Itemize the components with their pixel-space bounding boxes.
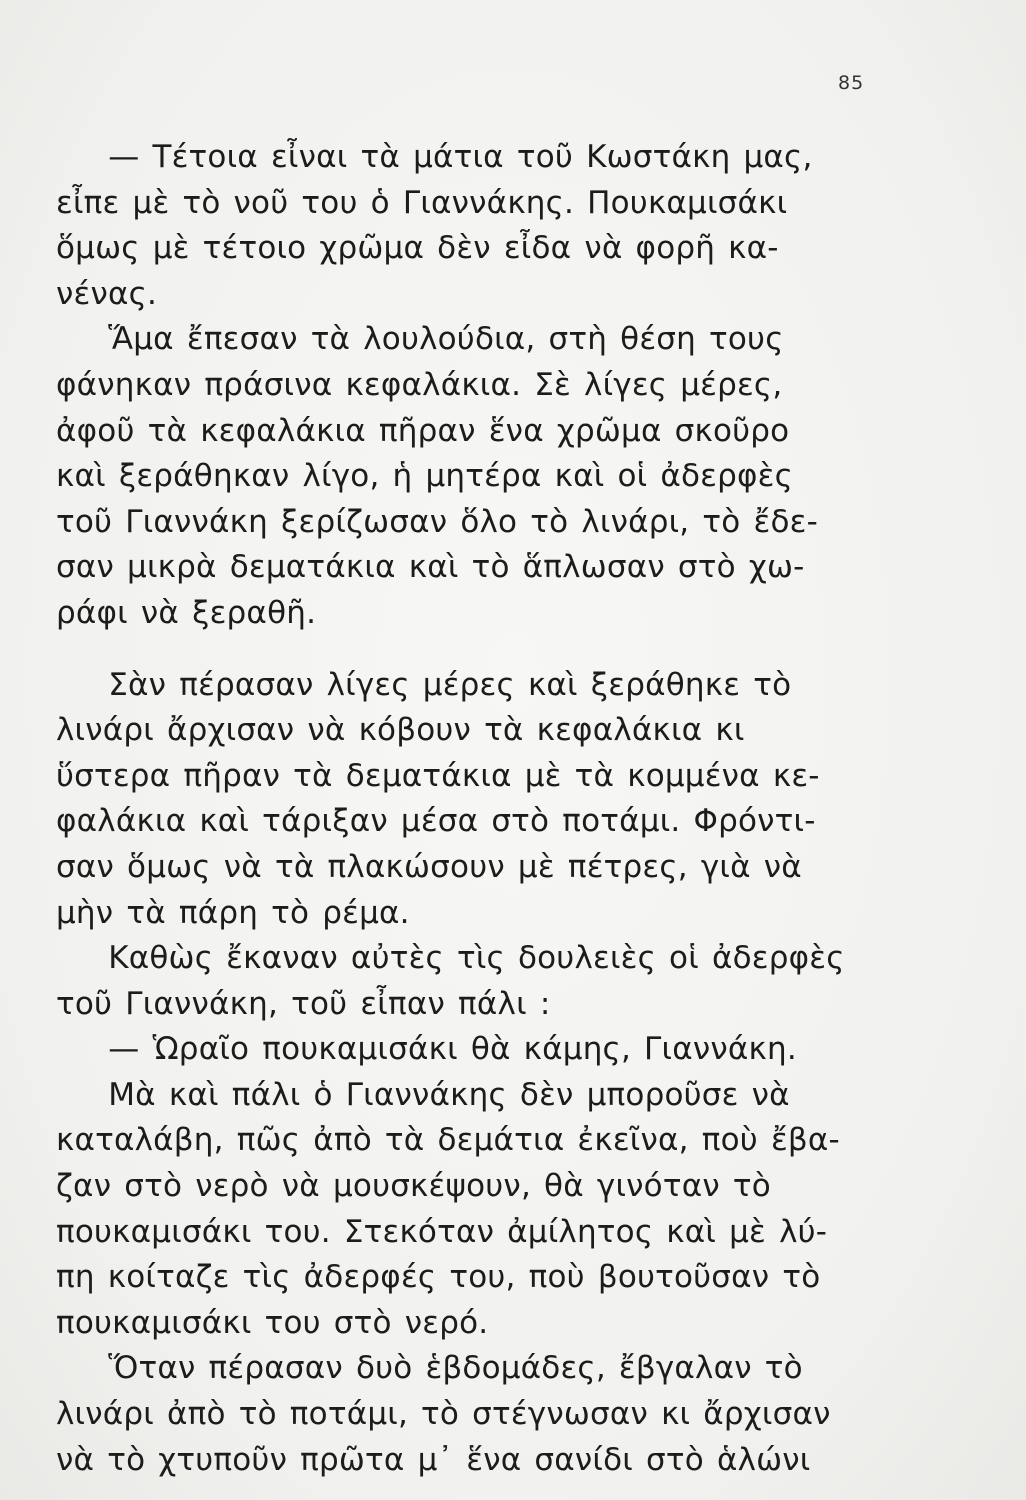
text-line: — Ὡραῖο πουκαμισάκι θὰ κάμης, Γιαννάκη. — [56, 1031, 797, 1068]
text-line: Ἅμα ἔπεσαν τὰ λουλούδια, στὴ θέση τους — [56, 321, 784, 358]
text-line: ὕστερα πῆραν τὰ δεματάκια μὲ τὰ κομμένα κε- — [56, 757, 820, 794]
paragraph — [56, 1073, 916, 1347]
paragraph — [56, 1027, 916, 1073]
paragraph-gap — [56, 637, 916, 663]
text-line: ἀφοῦ τὰ κεφαλάκια πῆραν ἕνα χρῶμα σκοῦρο — [56, 412, 790, 449]
paragraph — [56, 1346, 916, 1483]
text-line: φάνηκαν πράσινα κεφαλάκια. Σὲ λίγες μέρες, — [56, 366, 783, 403]
paragraph — [56, 663, 916, 937]
page-number: 85 — [838, 72, 865, 94]
text-line: ζαν στὸ νερὸ νὰ μουσκέψουν, θὰ γινόταν τὸ — [56, 1168, 771, 1205]
text-line: λινάρι ἀπὸ τὸ ποτάμι, τὸ στέγνωσαν κι ἄρχισαν — [56, 1396, 831, 1433]
text-line: σαν μικρὰ δεματάκια καὶ τὸ ἅπλωσαν στὸ χω- — [56, 549, 805, 586]
text-line: σαν ὅμως νὰ τὰ πλακώσουν μὲ πέτρες, γιὰ νὰ — [56, 848, 802, 885]
text-line: καὶ ξεράθηκαν λίγο, ἡ μητέρα καὶ οἱ ἀδερφὲς — [56, 458, 793, 495]
text-line: πουκαμισάκι του στὸ νερό. — [56, 1304, 489, 1341]
text-line: τοῦ Γιαννάκη, τοῦ εἶπαν πάλι : — [56, 985, 551, 1022]
text-line: Σὰν πέρασαν λίγες μέρες καὶ ξεράθηκε τὸ — [56, 666, 792, 703]
text-line: ράφι νὰ ξεραθῆ. — [56, 594, 317, 631]
text-line: τοῦ Γιαννάκη ξερίζωσαν ὅλο τὸ λινάρι, τὸ ἔδε- — [56, 503, 818, 540]
text-line: Καθὼς ἔκαναν αὐτὲς τὶς δουλειὲς οἱ ἀδερφὲς — [56, 940, 845, 977]
text-line: πουκαμισάκι του. Στεκόταν ἀμίλητος καὶ μὲ λύ- — [56, 1213, 828, 1250]
text-line: εἶπε μὲ τὸ νοῦ του ὁ Γιαννάκης. Πουκαμισάκι — [56, 184, 788, 221]
text-line: ὅμως μὲ τέτοιο χρῶμα δὲν εἶδα νὰ φορῆ κα- — [56, 230, 779, 267]
text-line: Μὰ καὶ πάλι ὁ Γιαννάκης δὲν μποροῦσε νὰ — [56, 1076, 790, 1113]
text-line: φαλάκια καὶ τάριξαν μέσα στὸ ποτάμι. Φρόντι- — [56, 803, 816, 840]
text-line: νένας. — [56, 275, 158, 312]
text-line: πη κοίταζε τὶς ἀδερφές του, ποὺ βουτοῦσαν τὸ — [56, 1259, 821, 1296]
text-line: — Τέτοια εἶναι τὰ μάτια τοῦ Κωστάκη μας, — [56, 139, 813, 175]
body-text — [56, 135, 916, 1483]
paragraph — [56, 317, 916, 636]
text-line: νὰ τὸ χτυποῦν πρῶτα μ᾿ ἕνα σανίδι στὸ ἁλώνι — [56, 1441, 811, 1478]
paragraph — [56, 135, 916, 317]
text-line: λινάρι ἄρχισαν νὰ κόβουν τὰ κεφαλάκια κι — [56, 712, 745, 749]
text-line: Ὅταν πέρασαν δυὸ ἑβδομάδες, ἔβγαλαν τὸ — [56, 1350, 803, 1387]
paragraph — [56, 936, 916, 1027]
text-line: μὴν τὰ πάρη τὸ ρέμα. — [56, 894, 410, 931]
text-line: καταλάβη, πῶς ἀπὸ τὰ δεμάτια ἐκεῖνα, ποὺ ἔβα- — [56, 1122, 840, 1159]
